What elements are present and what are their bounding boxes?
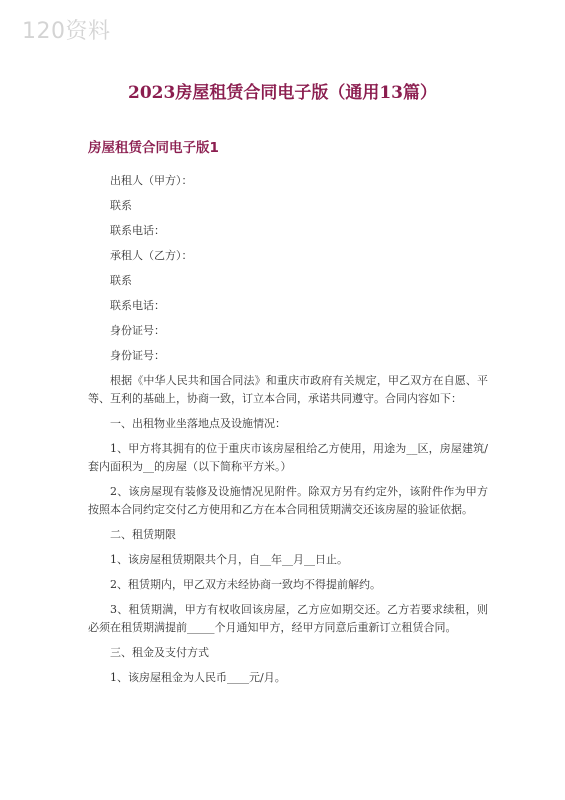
id-number-field: 身份证号： [110, 324, 165, 337]
lessor-field: 出租人（甲方）： [110, 174, 193, 187]
id-number-field: 身份证号： [110, 349, 165, 362]
clause-heading: 一、出租物业坐落地点及设施情况： [110, 417, 286, 430]
clause-paragraph: 1、甲方将其拥有的位于重庆市该房屋租给乙方使用，用途为__区，房屋建筑/套内面积为__的房屋（以下简称平方米。） [88, 442, 488, 473]
clause-paragraph: 2、租赁期内，甲乙双方未经协商一致均不得提前解约。 [110, 578, 381, 591]
lessee-contact-field: 联系 [110, 274, 132, 287]
clause-paragraph: 1、该房屋租赁期限共个月，自__年__月__日止。 [110, 553, 348, 566]
lessor-phone-field: 联系电话： [110, 224, 165, 237]
section-heading: 房屋租赁合同电子版1 [88, 140, 219, 156]
lessee-field: 承租人（乙方）： [110, 249, 193, 262]
clause-heading: 三、租金及支付方式 [110, 646, 209, 659]
clause-heading: 二、租赁期限 [110, 528, 176, 541]
contract-body [88, 172, 488, 694]
lessee-phone-field: 联系电话： [110, 299, 165, 312]
lessor-contact-field: 联系 [110, 199, 132, 212]
intro-paragraph: 根据《中华人民共和国合同法》和重庆市政府有关规定，甲乙双方在自愿、平等、互利的基础上，协商一致，订立本合同，承诺共同遵守。合同内容如下： [88, 374, 488, 405]
clause-paragraph: 1、该房屋租金为人民币____元/月。 [110, 671, 286, 684]
clause-paragraph: 2、该房屋现有装修及设施情况见附件。除双方另有约定外，该附件作为甲方按照本合同约定交付乙方使用和乙方在本合同租赁期满交还该房屋的验证依据。 [88, 485, 488, 516]
watermark-text: 120资料 [22, 19, 111, 44]
clause-paragraph: 3、租赁期满，甲方有权收回该房屋，乙方应如期交还。乙方若要求续租，则必须在租赁期满提前_____个月通知甲方，经甲方同意后重新订立租赁合同。 [88, 603, 488, 634]
document-title: 2023房屋租赁合同电子版（通用13篇） [128, 83, 437, 103]
